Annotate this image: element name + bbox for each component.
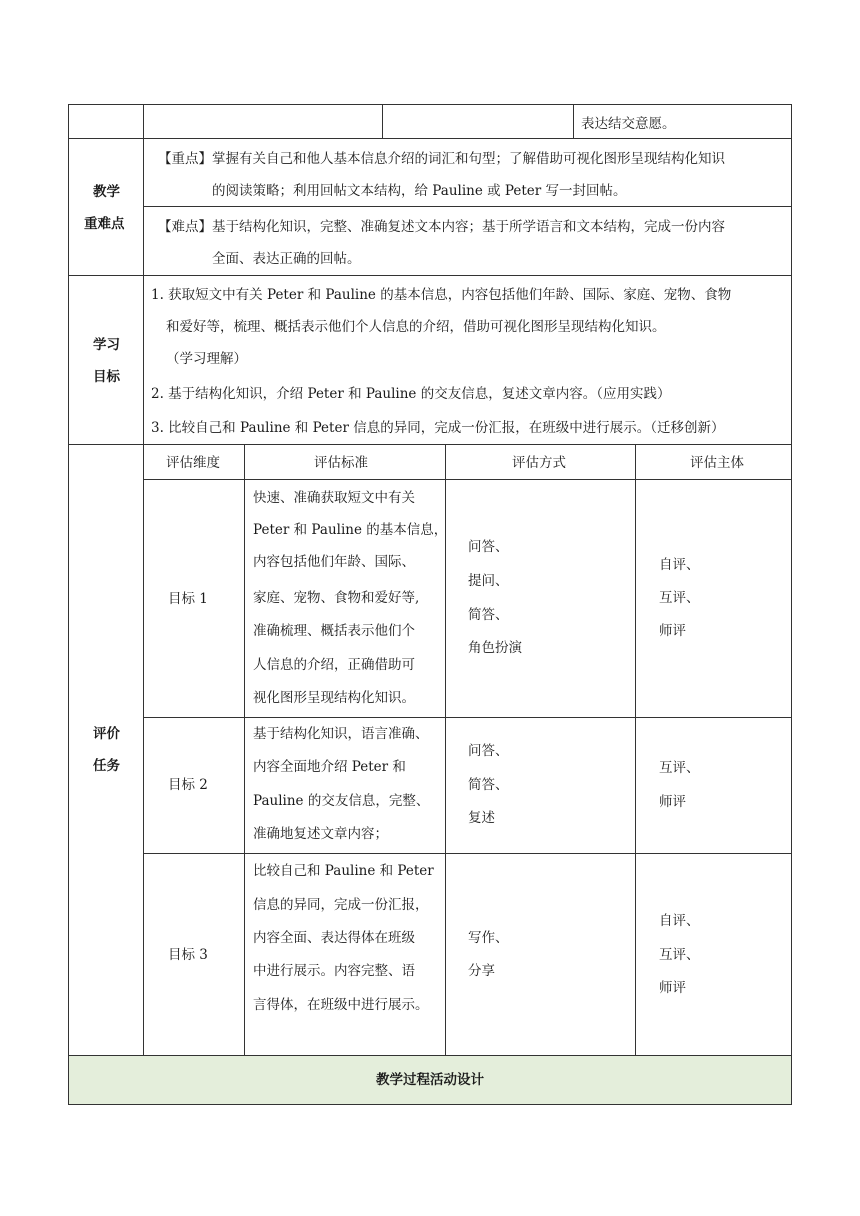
eval-row-1-method-cell — [445, 479, 636, 718]
eval-row-1-subject-line-2: 互评、 — [659, 590, 700, 606]
eval-row-2-dimension: 目标 2 — [168, 777, 208, 793]
eval-row-1-method-line-2: 提问、 — [468, 573, 509, 589]
eval-header-dimension-text: 评估维度 — [166, 455, 220, 471]
focus-label-line-1: 教学 — [93, 184, 120, 200]
objectives-label-line-1: 学习 — [93, 337, 120, 353]
objective-1-line-3: （学习理解） — [166, 351, 247, 367]
objective-1-line-1: 1. 获取短文中有关 Peter 和 Pauline 的基本信息，内容包括他们年龄、国际、家庭、宠物、食物 — [151, 287, 732, 303]
eval-row-1-method-line-4: 角色扮演 — [468, 640, 522, 656]
objective-1-line-2: 和爱好等，梳理、概括表示他们个人信息的介绍，借助可视化图形呈现结构化知识。 — [166, 319, 666, 335]
key-point-line-2: 的阅读策略；利用回帖文本结构，给 Pauline 或 Peter 写一封回帖。 — [212, 183, 627, 199]
eval-row-3-standard-line-3: 内容全面、表达得体在班级 — [253, 930, 415, 946]
key-point-line-1: 【重点】掌握有关自己和他人基本信息介绍的词汇和句型；了解借助可视化图形呈现结构化知识 — [158, 151, 725, 167]
difficult-point-line-1: 【难点】基于结构化知识，完整、准确复述文本内容；基于所学语言和文本结构，完成一份内容 — [158, 219, 725, 235]
eval-row-2-standard-line-2: 内容全面地介绍 Peter 和 — [253, 759, 406, 775]
eval-row-1-dimension: 目标 1 — [168, 591, 208, 607]
eval-row-2-method-line-1: 问答、 — [468, 743, 509, 759]
eval-row-3-standard-line-2: 信息的异同，完成一份汇报， — [253, 897, 429, 913]
eval-header-standard-text: 评估标准 — [314, 455, 368, 471]
focus-label-cell — [68, 138, 144, 275]
eval-row-3-method-line-1: 写作、 — [468, 930, 509, 946]
eval-row-2-subject-line-1: 互评、 — [659, 760, 700, 776]
eval-row-2-standard-line-4: 准确地复述文章内容； — [253, 826, 388, 842]
objective-2: 2. 基于结构化知识，介绍 Peter 和 Pauline 的交友信息，复述文章内容。（应用实践） — [151, 386, 671, 402]
eval-row-2-method-line-2: 简答、 — [468, 777, 509, 793]
eval-header-subject-text: 评估主体 — [690, 455, 744, 471]
top-row-cell-3 — [382, 104, 574, 138]
eval-row-3-standard-line-5: 言得体，在班级中进行展示。 — [253, 997, 429, 1013]
eval-row-3-subject-line-1: 自评、 — [659, 913, 700, 929]
eval-row-2-standard-line-1: 基于结构化知识，语言准确、 — [253, 726, 429, 742]
eval-row-3-method-cell — [445, 853, 636, 1056]
objective-3: 3. 比较自己和 Pauline 和 Peter 信息的异同，完成一份汇报，在班级中进行展示。（迁移创新） — [151, 420, 725, 436]
evaluation-label-cell — [68, 444, 144, 1056]
eval-row-1-subject-line-3: 师评 — [659, 623, 686, 639]
eval-row-3-standard-cell — [244, 853, 446, 1056]
eval-row-1-standard-line-1: 快速、准确获取短文中有关 — [253, 490, 415, 506]
eval-row-1-method-line-1: 问答、 — [468, 539, 509, 555]
eval-row-3-standard-line-1: 比较自己和 Pauline 和 Peter — [253, 863, 434, 879]
eval-row-3-subject-line-2: 互评、 — [659, 947, 700, 963]
eval-row-2-standard-line-3: Pauline 的交友信息，完整、 — [253, 793, 430, 809]
top-row-cell-2 — [143, 104, 383, 138]
eval-row-2-subject-cell — [635, 717, 792, 854]
objectives-label-cell — [68, 275, 144, 444]
eval-row-1-standard-line-2: Peter 和 Pauline 的基本信息， — [253, 522, 448, 538]
eval-row-1-subject-line-1: 自评、 — [659, 557, 700, 573]
footer-title: 教学过程活动设计 — [376, 1072, 484, 1088]
evaluation-label-line-1: 评价 — [93, 726, 120, 742]
eval-row-3-dimension: 目标 3 — [168, 947, 208, 963]
eval-header-method-text: 评估方式 — [512, 455, 566, 471]
eval-row-2-method-line-3: 复述 — [468, 810, 495, 826]
top-row-cell-1 — [68, 104, 144, 138]
eval-row-1-standard-line-6: 人信息的介绍，正确借助可 — [253, 657, 415, 673]
focus-label-line-2: 重难点 — [84, 216, 125, 232]
eval-row-1-standard-line-7: 视化图形呈现结构化知识。 — [253, 690, 415, 706]
eval-row-3-subject-line-3: 师评 — [659, 980, 686, 996]
top-row-text: 表达结交意愿。 — [581, 116, 676, 132]
eval-row-1-standard-line-3: 内容包括他们年龄、国际、 — [253, 554, 415, 570]
objectives-label-line-2: 目标 — [93, 369, 120, 385]
eval-row-3-method-line-2: 分享 — [468, 963, 495, 979]
eval-row-1-standard-line-5: 准确梳理、概括表示他们个 — [253, 623, 415, 639]
eval-row-2-subject-line-2: 师评 — [659, 794, 686, 810]
eval-row-3-standard-line-4: 中进行展示。内容完整、语 — [253, 963, 415, 979]
eval-row-1-standard-line-4: 家庭、宠物、食物和爱好等, — [253, 590, 420, 606]
difficult-point-line-2: 全面、表达正确的回帖。 — [212, 251, 361, 267]
eval-row-1-method-line-3: 简答、 — [468, 607, 509, 623]
evaluation-label-line-2: 任务 — [93, 758, 120, 774]
